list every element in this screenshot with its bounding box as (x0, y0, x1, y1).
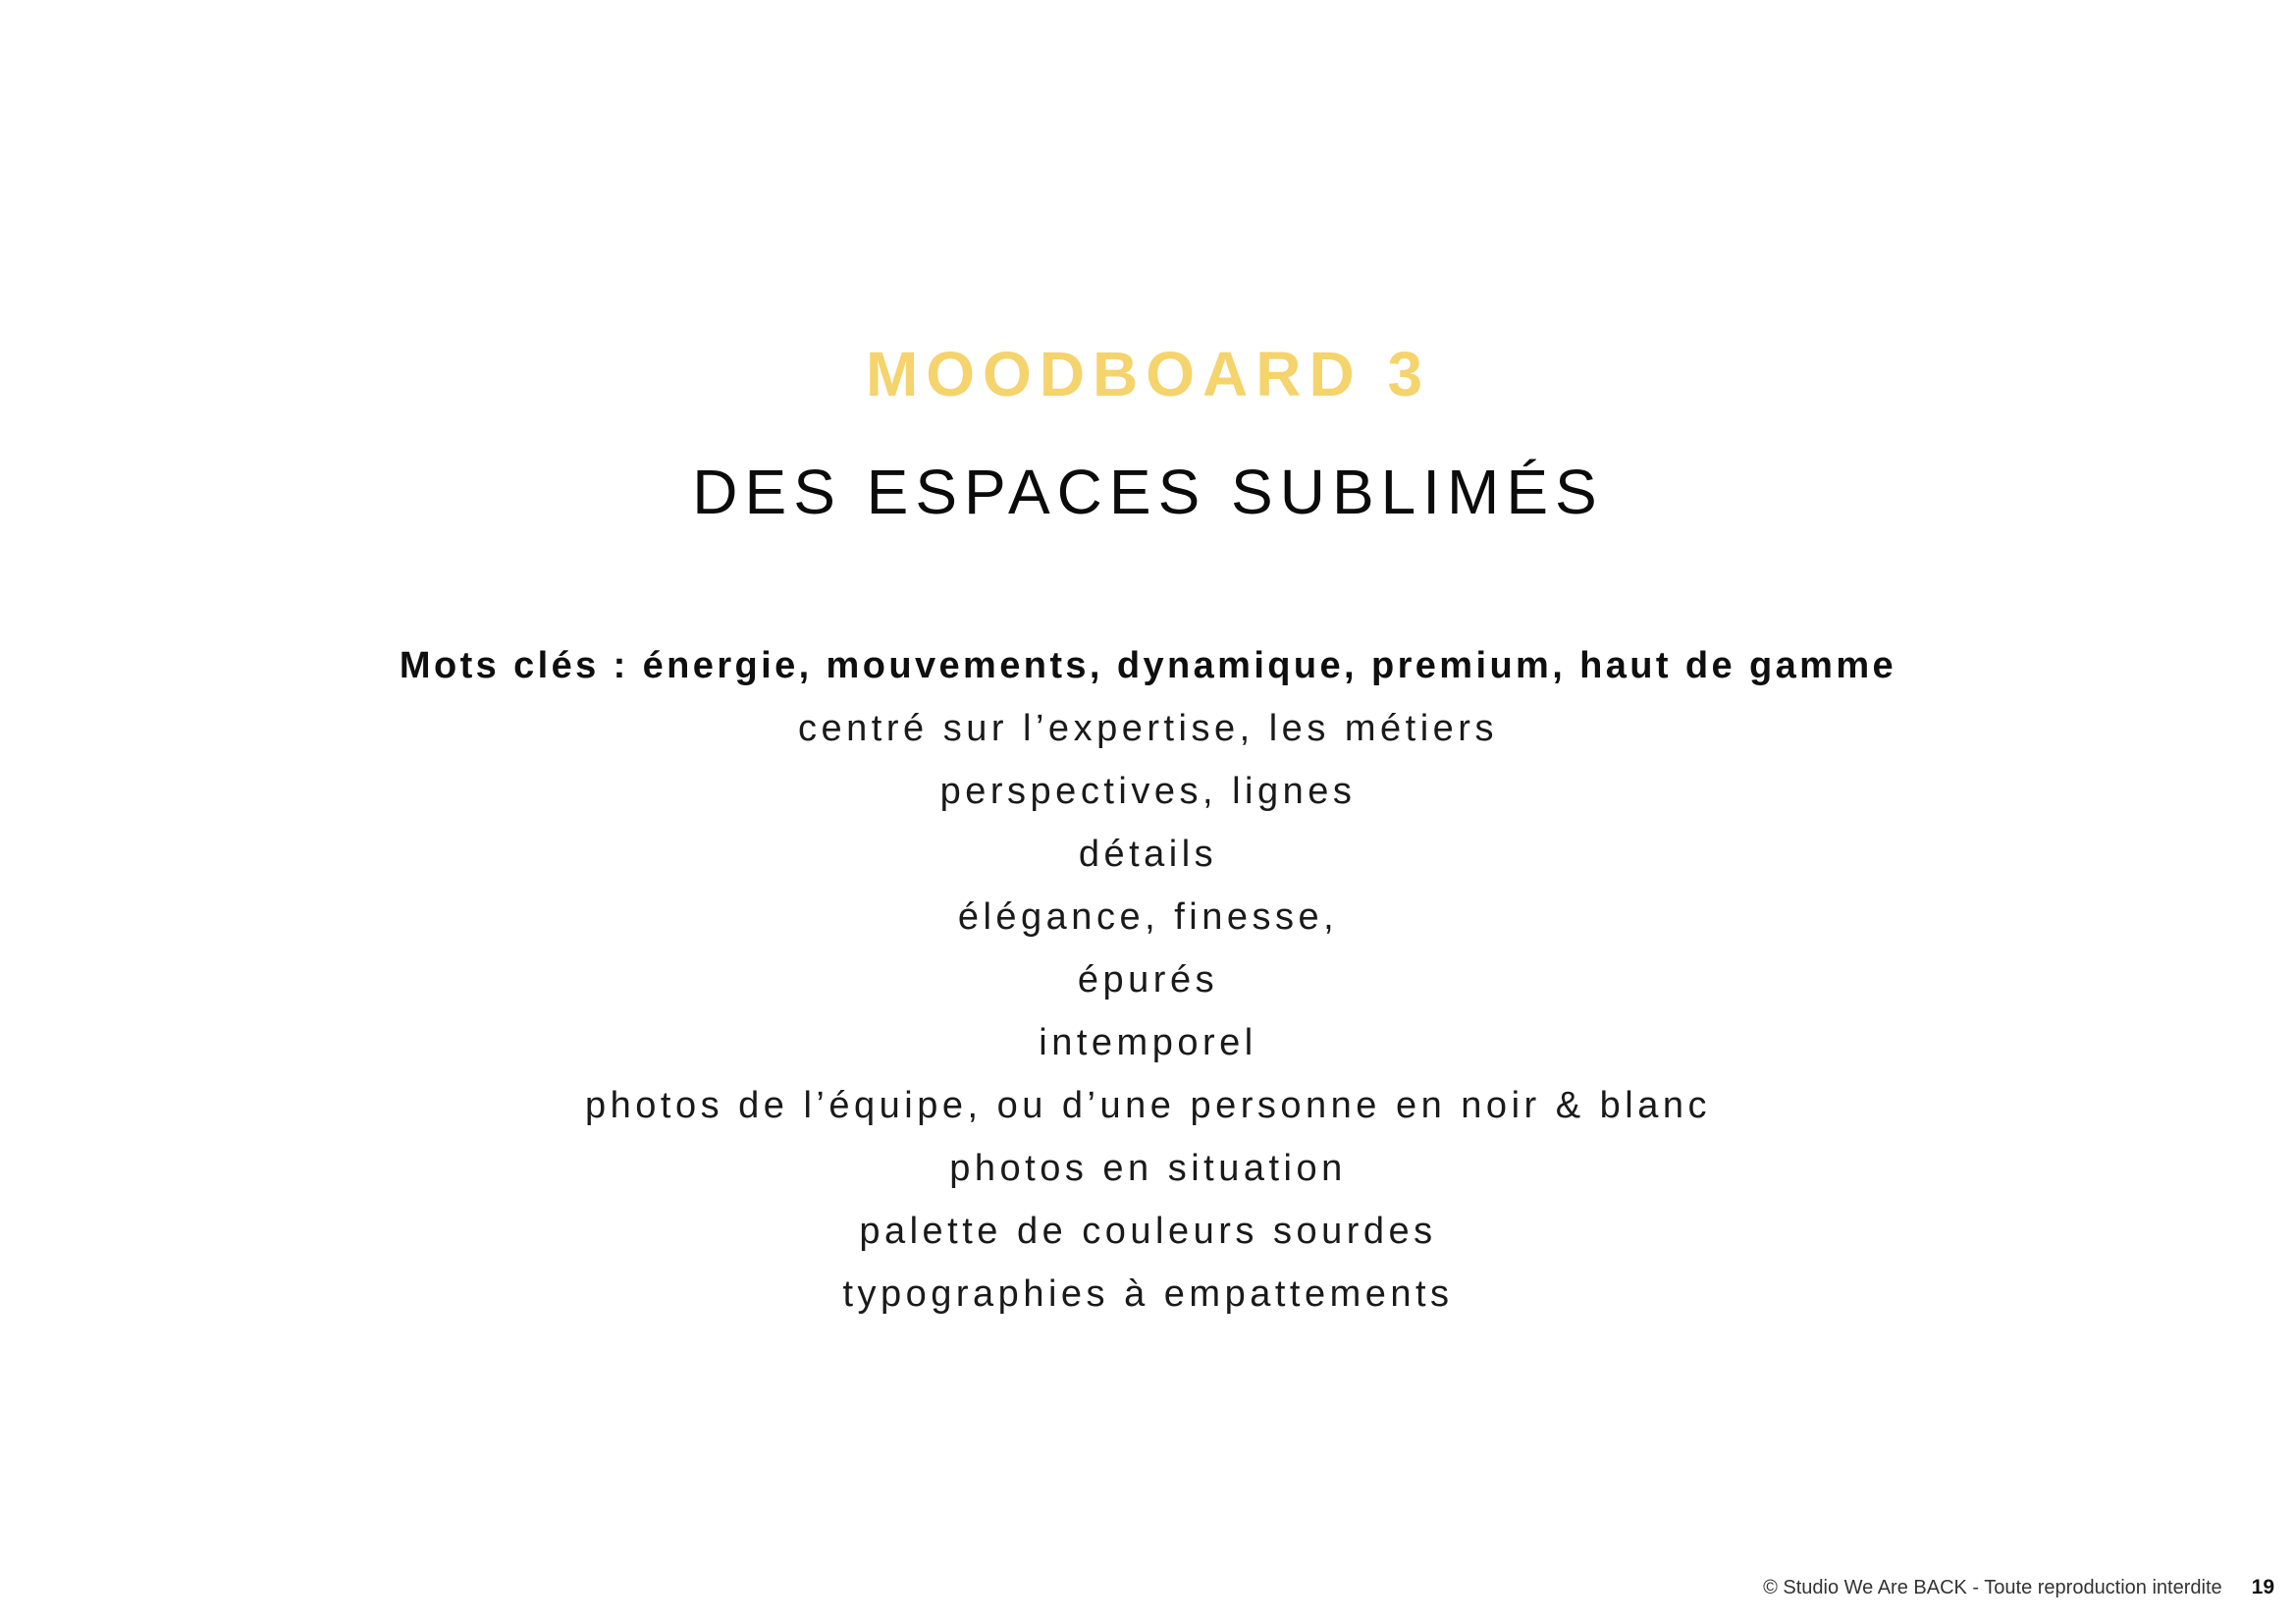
page-number: 19 (2251, 1576, 2274, 1598)
keywords-lead: Mots clés : énergie, mouvements, dynamique, premium, haut de gamme (399, 645, 1897, 686)
page-title: DES ESPACES SUBLIMÉS (692, 457, 1604, 527)
keywords-list (0, 634, 2296, 1326)
keyword-item: photos de l’équipe, ou d’une personne en noir & blanc (585, 1085, 1711, 1126)
page-footer (1763, 1573, 2274, 1602)
keyword-item: épurés (1077, 959, 1219, 1001)
keyword-item: photos en situation (949, 1148, 1347, 1189)
keyword-item: centré sur l’expertise, les métiers (798, 708, 1498, 749)
copyright-notice: © Studio We Are BACK - Toute reproduction interdite (1763, 1576, 2222, 1598)
keyword-item: intemporel (1039, 1022, 1257, 1063)
keyword-item: élégance, finesse, (957, 896, 1339, 938)
section-kicker: MOODBOARD 3 (865, 339, 1431, 409)
keyword-item: typographies à empattements (842, 1273, 1454, 1315)
keyword-item: détails (1078, 834, 1218, 875)
keyword-item: perspectives, lignes (939, 771, 1357, 812)
keyword-item: palette de couleurs sourdes (859, 1211, 1437, 1252)
